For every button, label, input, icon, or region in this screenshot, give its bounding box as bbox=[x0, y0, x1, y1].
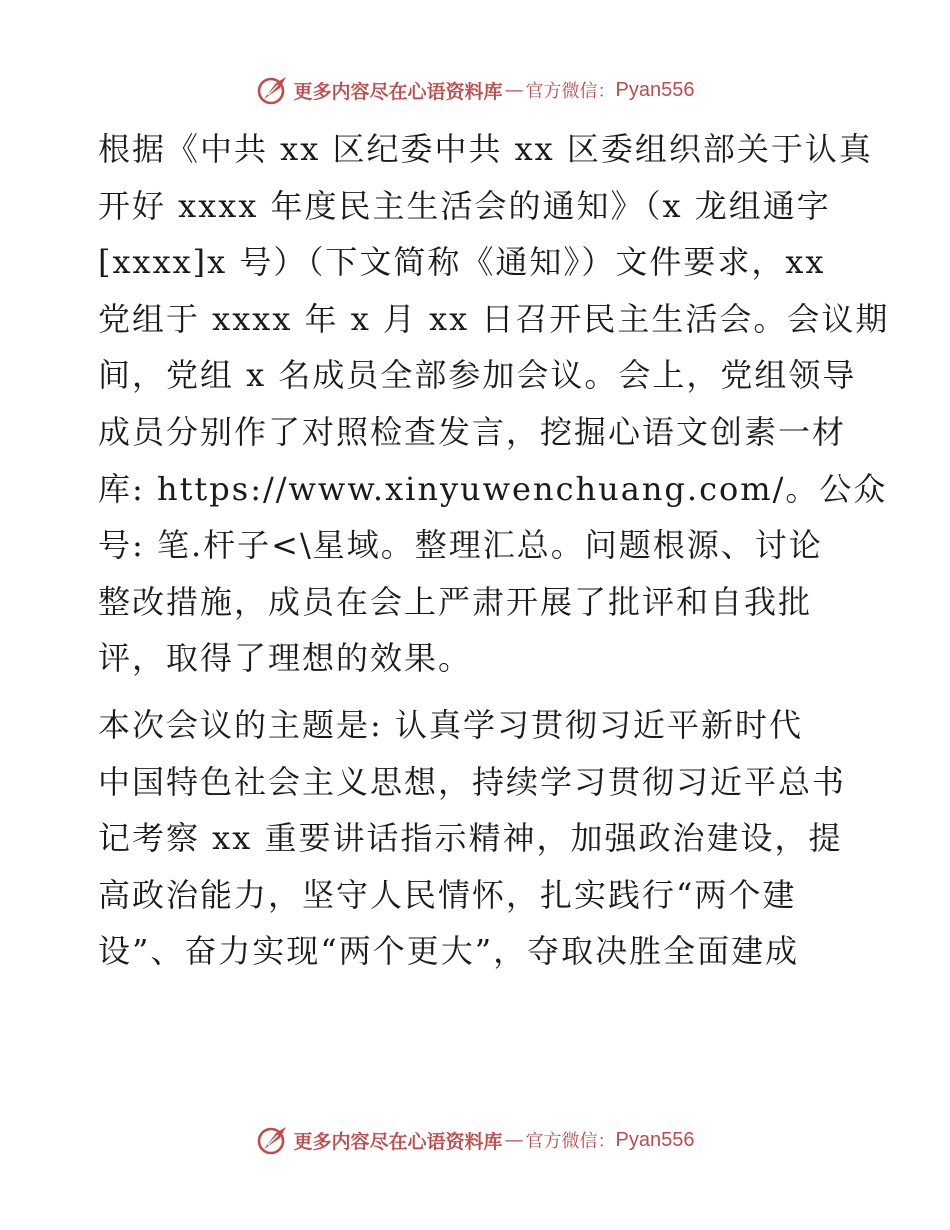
paragraph-line: 中国特色社会主义思想，持续学习贯彻习近平总书 bbox=[98, 762, 847, 801]
header-wechat-id: Pyan556 bbox=[615, 78, 695, 101]
paragraph-line: 根据《中共 xx 区纪委中共 xx 区委组织部关于认真 bbox=[98, 130, 873, 168]
document-body bbox=[98, 121, 890, 980]
paragraph-line: 党组于 xxxx 年 x 月 xx 日召开民主生活会。会议期 bbox=[98, 299, 890, 338]
header-wechat-label: 官方微信： bbox=[525, 81, 616, 102]
paragraph-line: 本次会议的主题是: 认真学习贯彻习近平新时代 bbox=[98, 705, 803, 744]
paragraph-line: 记考察 xx 重要讲话指示精神，加强政治建设，提 bbox=[98, 819, 843, 858]
paragraph-2 bbox=[98, 697, 858, 980]
footer-separator: — bbox=[504, 1129, 524, 1151]
paragraph-line: 成员分别作了对照检查发言，挖掘心语文创素一材 bbox=[98, 412, 847, 451]
header-promo-text: 更多内容尽在心语资料库 bbox=[293, 80, 503, 103]
paragraph-line: 评，取得了理想的效果。 bbox=[98, 639, 473, 678]
header-banner bbox=[0, 70, 950, 110]
paragraph-line: [xxxx]x 号）（下文简称《通知》）文件要求，xx bbox=[98, 243, 826, 282]
footer-banner bbox=[0, 1120, 950, 1160]
paragraph-line: 整改措施，成员在会上严肃开展了批评和自我批 bbox=[98, 582, 813, 621]
footer-wechat-id: Pyan556 bbox=[615, 1128, 695, 1151]
paragraph-line: 设”、奋力实现“两个更大”，夺取决胜全面建成 bbox=[98, 932, 800, 971]
footer-wechat-label: 官方微信： bbox=[525, 1131, 616, 1152]
paragraph-line: 号: 笔.杆子<\星域。整理汇总。问题根源、讨论 bbox=[98, 526, 823, 565]
quill-pen-logo-icon bbox=[256, 73, 290, 107]
paragraph-line: 库: https://www.xinyuwenchuang.com/。公众 bbox=[98, 469, 888, 508]
paragraph-line: 开好 xxxx 年度民主生活会的通知》（x 龙组通字 bbox=[98, 186, 831, 225]
header-separator: — bbox=[504, 79, 524, 101]
paragraph-line: 间，党组 x 名成员全部参加会议。会上，党组领导 bbox=[98, 356, 857, 395]
footer-promo-text: 更多内容尽在心语资料库 bbox=[293, 1130, 503, 1153]
quill-pen-logo-icon bbox=[256, 1123, 290, 1157]
paragraph-line: 高政治能力，坚守人民情怀，扎实践行“两个建 bbox=[98, 875, 797, 914]
paragraph-1 bbox=[98, 121, 890, 687]
